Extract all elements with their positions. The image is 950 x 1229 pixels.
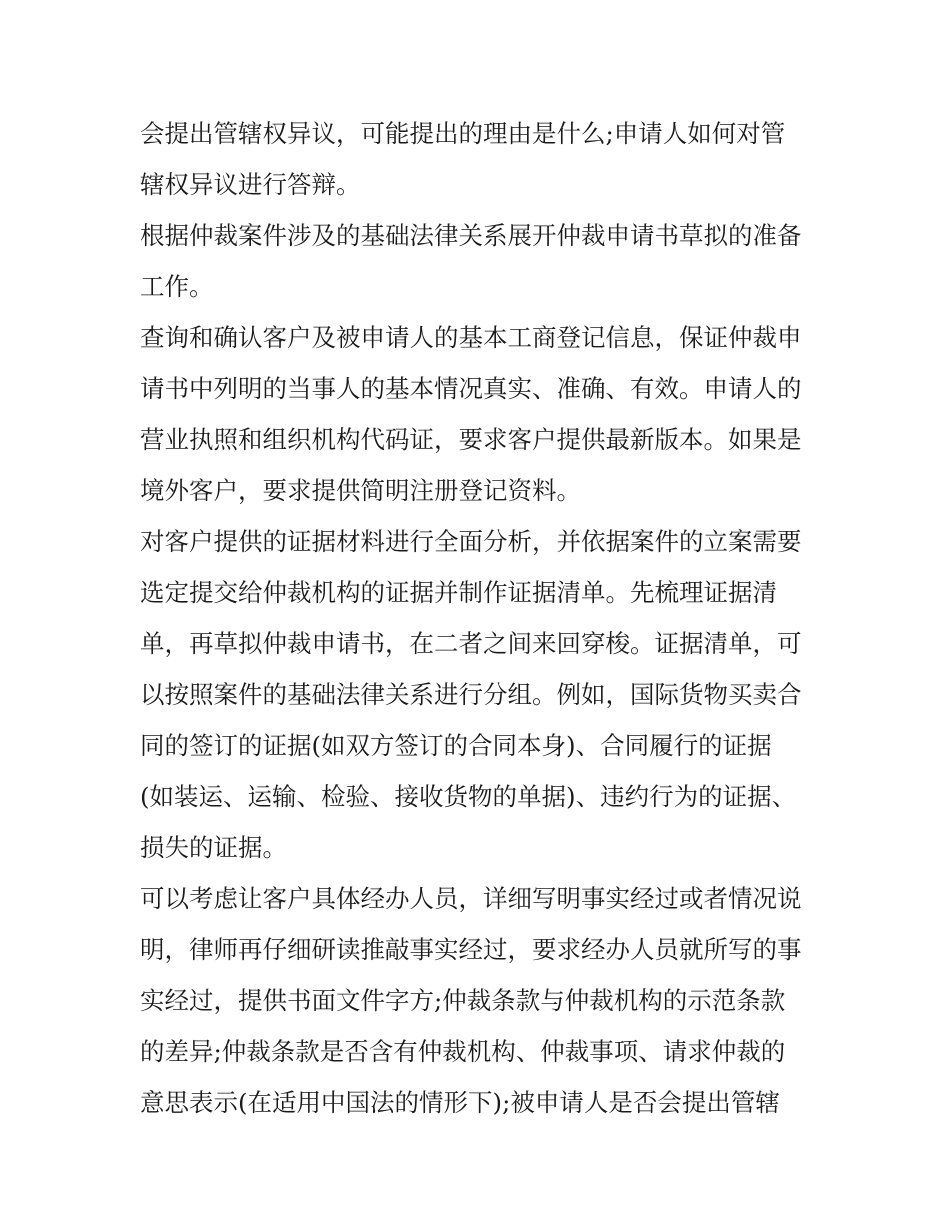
text-line: 辖权异议进行答辩。 xyxy=(140,170,361,199)
text-line: 实经过，提供书面文件字方;仲裁条款与仲裁机构的示范条款 xyxy=(140,986,786,1015)
text-line: (如装运、运输、检验、接收货物的单据)、违约行为的证据、 xyxy=(140,782,797,811)
text-line: 选定提交给仲裁机构的证据并制作证据清单。先梳理证据清 xyxy=(140,578,777,607)
text-line: 营业执照和组织机构代码证，要求客户提供最新版本。如果是 xyxy=(140,425,802,454)
text-line: 会提出管辖权异议，可能提出的理由是什么;申请人如何对管 xyxy=(140,119,786,148)
text-line: 境外客户，要求提供简明注册登记资料。 xyxy=(140,476,581,505)
text-line: 工作。 xyxy=(140,272,214,301)
text-line: 可以考虑让客户具体经办人员，详细写明事实经过或者情况说 xyxy=(140,884,802,913)
text-line: 的差异;仲裁条款是否含有仲裁机构、仲裁事项、请求仲裁的 xyxy=(140,1037,786,1066)
document-body xyxy=(140,108,816,1128)
text-line: 查询和确认客户及被申请人的基本工商登记信息，保证仲裁申 xyxy=(140,323,802,352)
text-line: 对客户提供的证据材料进行全面分析，并依据案件的立案需要 xyxy=(140,527,802,556)
text-line: 根据仲裁案件涉及的基础法律关系展开仲裁申请书草拟的准备 xyxy=(140,221,802,250)
text-line: 同的签订的证据(如双方签订的合同本身)、合同履行的证据 xyxy=(140,731,772,760)
text-line: 请书中列明的当事人的基本情况真实、准确、有效。申请人的 xyxy=(140,374,802,403)
text-line: 明，律师再仔细研读推敲事实经过，要求经办人员就所写的事 xyxy=(140,935,802,964)
text-line: 损失的证据。 xyxy=(140,833,287,862)
text-line: 意思表示(在适用中国法的情形下);被申请人是否会提出管辖 xyxy=(140,1088,780,1117)
text-line: 以按照案件的基础法律关系进行分组。例如，国际货物买卖合 xyxy=(140,680,802,709)
text-line: 单，再草拟仲裁申请书，在二者之间来回穿梭。证据清单，可 xyxy=(140,629,802,658)
